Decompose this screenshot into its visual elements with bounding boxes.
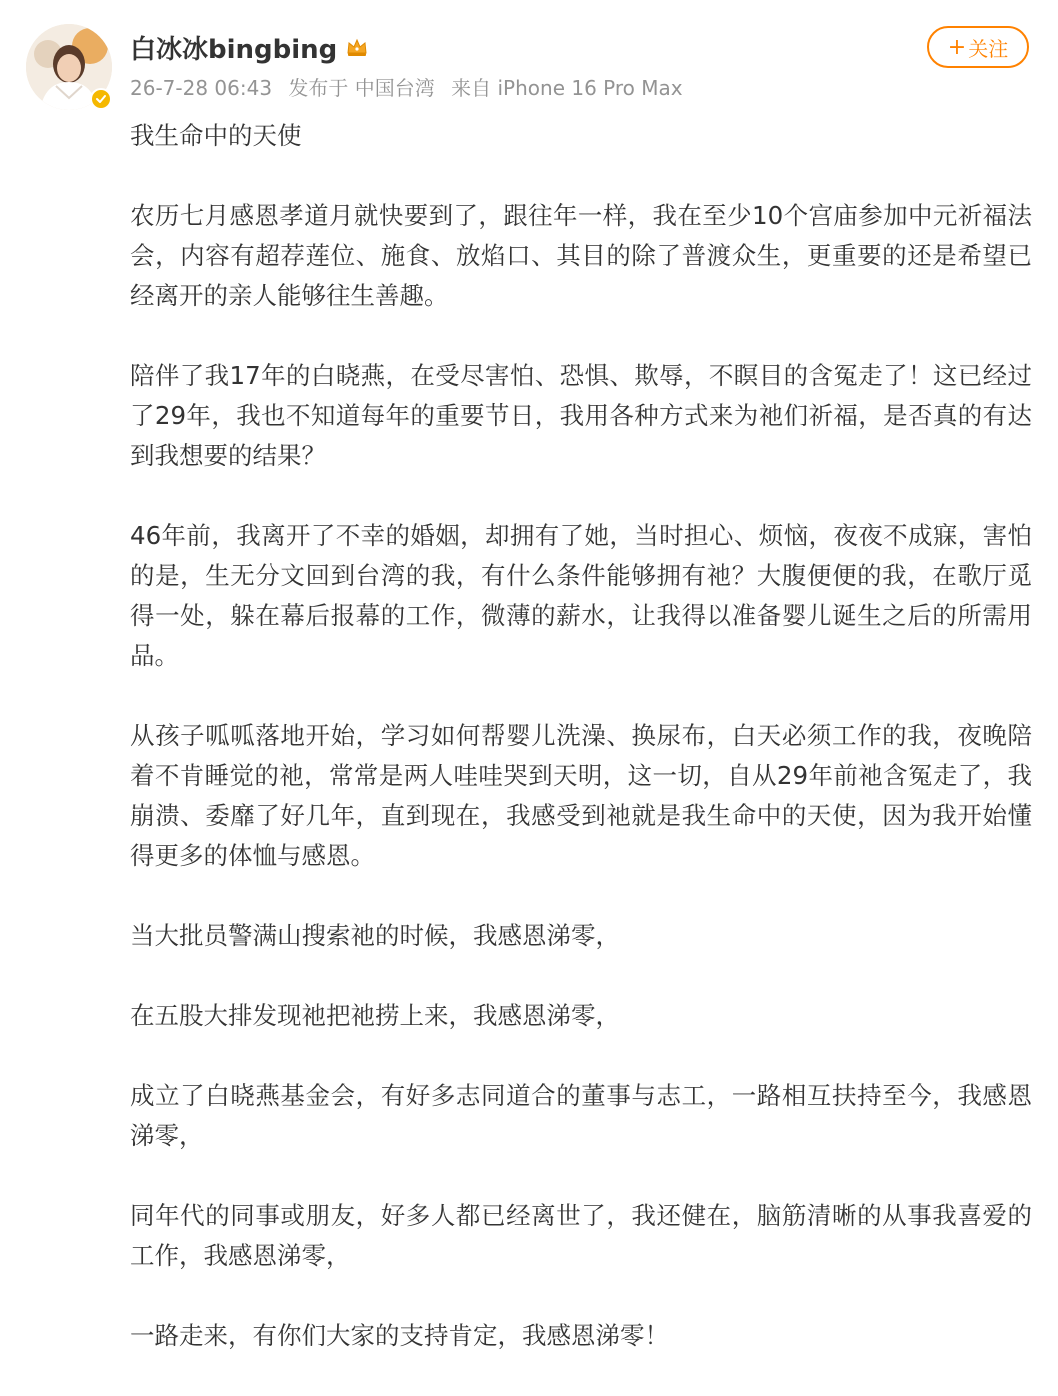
post-paragraph: 46年前，我离开了不幸的婚姻，却拥有了她，当时担心、烦恼，夜夜不成寐，害怕的是，生无分文回到台湾的我，有什么条件能够拥有祂？大腹便便的我，在歌厅觅得一处，躲在幕后报幕的工作，微薄的薪水，让我得以准备婴儿诞生之后的所需用品。: [130, 521, 1032, 670]
follow-label: 关注: [968, 36, 1009, 61]
post-paragraph: 陪伴了我17年的白晓燕，在受尽害怕、恐惧、欺辱，不瞑目的含冤走了！这已经过了29年，我也不知道每年的重要节日，我用各种方式来为祂们祈福，是否真的有达到我想要的结果？: [130, 361, 1032, 470]
post-paragraph: 一路走来，有你们大家的支持肯定，我感恩涕零！: [130, 1321, 669, 1350]
post-paragraph: 在五股大排发现祂把祂捞上来，我感恩涕零，: [130, 1001, 620, 1030]
username[interactable]: 白冰冰bingbing: [130, 34, 338, 65]
post-meta: [130, 72, 693, 101]
post-source: 来自 iPhone 16 Pro Max: [451, 76, 683, 100]
follow-button[interactable]: [927, 26, 1029, 68]
plus-icon: +: [947, 34, 967, 60]
crown-icon: [345, 35, 369, 59]
post-location: 发布于 中国台湾: [288, 76, 435, 100]
post-paragraph: 当大批员警满山搜索祂的时候，我感恩涕零，: [130, 921, 620, 950]
post-paragraph: 成立了白晓燕基金会，有好多志同道合的董事与志工，一路相互扶持至今，我感恩涕零，: [130, 1081, 1032, 1150]
post-content: [130, 116, 1032, 1396]
post-title: 我生命中的天使: [130, 121, 302, 150]
post-paragraph: 从孩子呱呱落地开始，学习如何帮婴儿洗澡、换尿布，白天必须工作的我，夜晚陪着不肯睡觉的祂，常常是两人哇哇哭到天明，这一切，自从29年前祂含冤走了，我崩溃、委靡了好几年，直到现在，我感受到祂就是我生命中的天使，因为我开始懂得更多的体恤与感恩。: [130, 721, 1032, 870]
username-row: [130, 28, 369, 66]
post-header: [0, 0, 1058, 120]
post-paragraph: 农历七月感恩孝道月就快要到了，跟往年一样，我在至少10个宫庙参加中元祈福法会，内容有超荐莲位、施食、放焰口、其目的除了普渡众生，更重要的还是希望已经离开的亲人能够往生善趣。: [130, 201, 1032, 310]
post-timestamp[interactable]: 26-7-28 06:43: [130, 76, 273, 100]
verified-badge-icon: [90, 88, 112, 110]
post-paragraph: 同年代的同事或朋友，好多人都已经离世了，我还健在，脑筋清晰的从事我喜爱的工作，我感恩涕零，: [130, 1201, 1032, 1270]
